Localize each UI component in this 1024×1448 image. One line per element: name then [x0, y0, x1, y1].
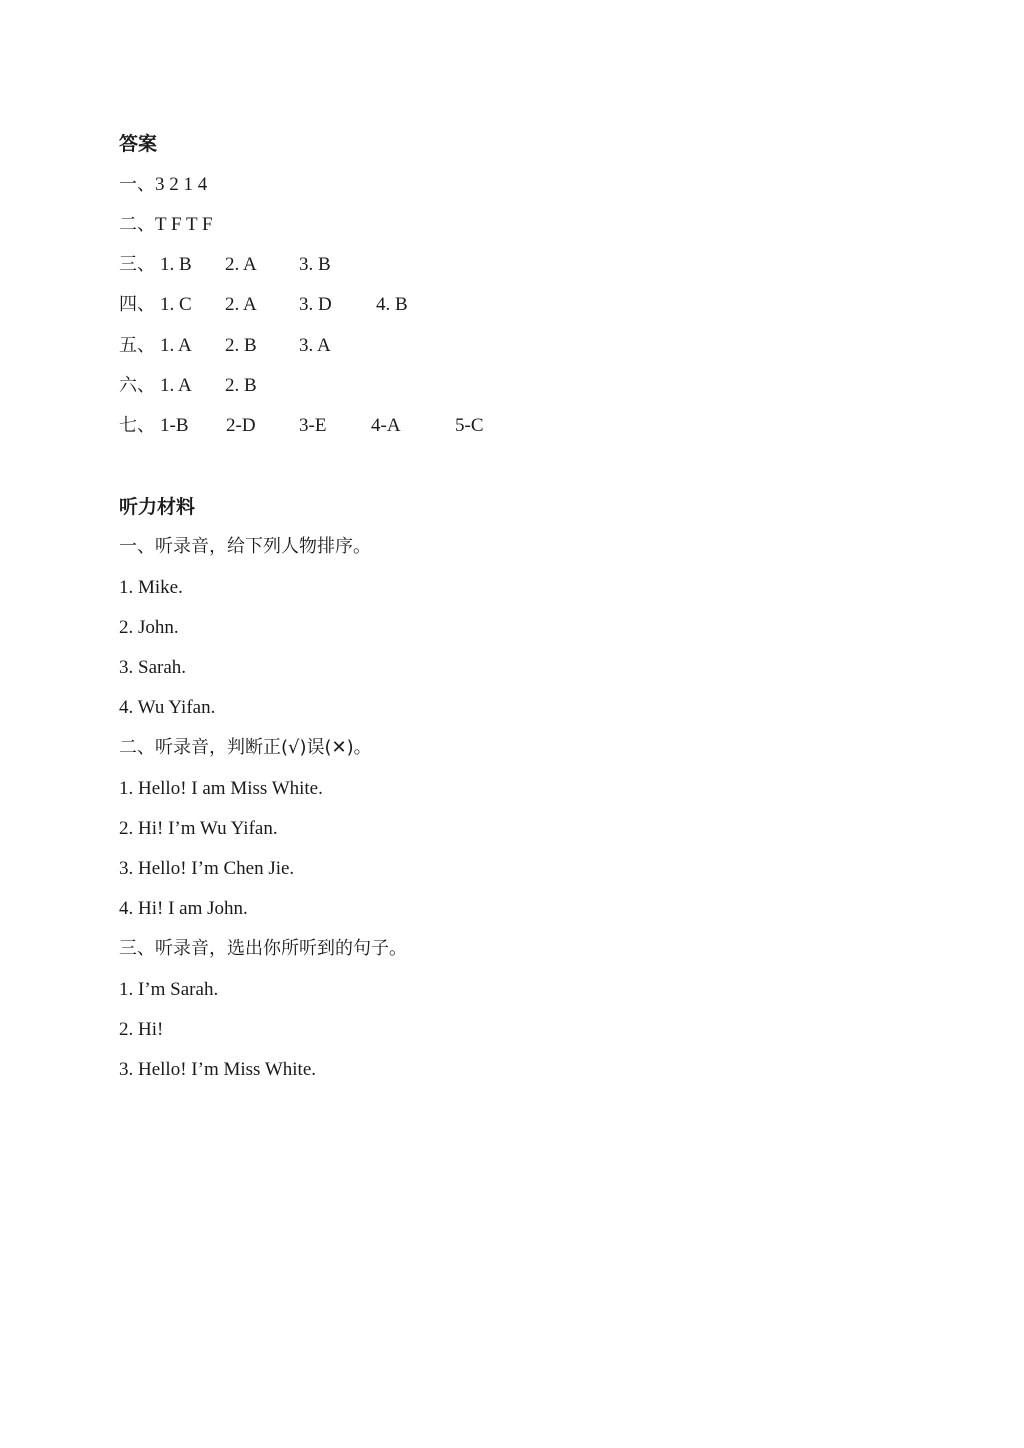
listening-item: 1. Mike.: [119, 577, 183, 598]
answer-cell: 1-B: [160, 415, 189, 436]
listening-item: 4. Hi! I am John.: [119, 898, 248, 919]
answer-row-number: 七、: [119, 415, 155, 436]
answer-cell: 1. B: [160, 254, 192, 275]
listening-heading: 听力材料: [119, 496, 196, 518]
answer-row-number: 二、: [119, 214, 155, 235]
answer-row-number: 三、: [119, 254, 155, 275]
answer-cell: 2. A: [225, 254, 257, 275]
listening-instruction-3: 三、听录音，选出你所听到的句子。: [119, 938, 407, 959]
answer-value: T F T F: [155, 214, 213, 235]
listening-instruction-1: 一、听录音，给下列人物排序。: [119, 536, 371, 557]
listening-item: 2. John.: [119, 617, 179, 638]
answer-cell: 3. D: [299, 294, 332, 315]
answer-row-5: [119, 334, 619, 358]
answer-row-1: [119, 173, 207, 197]
listening-item: 1. I’m Sarah.: [119, 979, 219, 1000]
answer-cell: 3. B: [299, 254, 331, 275]
listening-instruction-2: 二、听录音，判断正(√)误(✕)。: [119, 737, 372, 758]
answers-heading: 答案: [119, 133, 158, 155]
answer-cell: 1. C: [160, 294, 192, 315]
answer-cell: 2. B: [225, 375, 257, 396]
answer-row-3: [119, 253, 619, 277]
answer-row-7: [119, 414, 619, 438]
answer-row-2: [119, 213, 213, 237]
answer-cell: 2. A: [225, 294, 257, 315]
answer-cell: 1. A: [160, 375, 192, 396]
listening-item: 4. Wu Yifan.: [119, 697, 216, 718]
listening-item: 1. Hello! I am Miss White.: [119, 778, 323, 799]
answer-cell: 2-D: [226, 415, 256, 436]
listening-item: 2. Hi! I’m Wu Yifan.: [119, 818, 278, 839]
answer-cell: 5-C: [455, 415, 484, 436]
answer-row-6: [119, 374, 619, 398]
answer-row-4: [119, 293, 619, 317]
answer-row-number: 六、: [119, 375, 155, 396]
answer-cell: 1. A: [160, 335, 192, 356]
answer-value: 3 2 1 4: [155, 174, 208, 195]
answer-row-number: 一、: [119, 174, 155, 195]
answer-cell: 4-A: [371, 415, 401, 436]
listening-item: 3. Hello! I’m Chen Jie.: [119, 858, 295, 879]
answer-cell: 4. B: [376, 294, 408, 315]
answer-row-number: 四、: [119, 294, 155, 315]
listening-item: 3. Sarah.: [119, 657, 187, 678]
listening-item: 2. Hi!: [119, 1019, 164, 1040]
answer-cell: 2. B: [225, 335, 257, 356]
listening-item: 3. Hello! I’m Miss White.: [119, 1059, 317, 1080]
answer-cell: 3-E: [299, 415, 327, 436]
answer-cell: 3. A: [299, 335, 331, 356]
answer-row-number: 五、: [119, 335, 155, 356]
